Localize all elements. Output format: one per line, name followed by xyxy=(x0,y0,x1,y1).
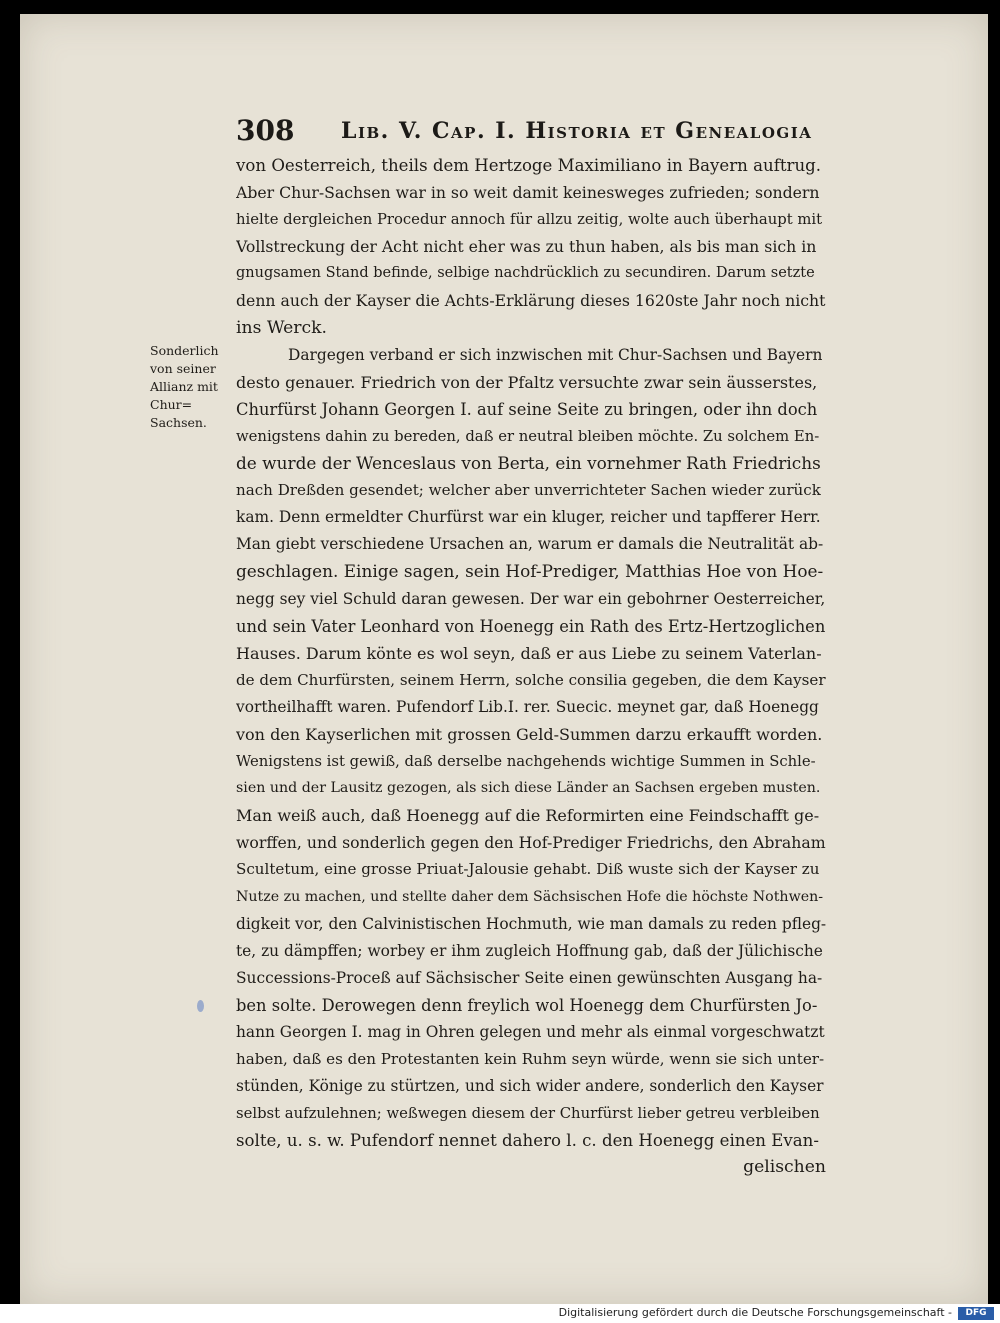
footer-credit: Digitalisierung gefördert durch die Deutsche Forschungsgemeinschaft - xyxy=(558,1306,952,1319)
catchword: gelischen xyxy=(743,1157,826,1178)
margin-note-line: Chur= xyxy=(150,397,193,412)
text-line: nach Dreßden gesendet; welcher aber unverrichteter Sachen wieder zurück xyxy=(236,481,821,500)
text-line: Man weiß auch, daß Hoenegg auf die Reformirten eine Feindschafft ge- xyxy=(236,806,820,826)
text-line: Scultetum, eine grosse Priuat-Jalousie gehabt. Diß wuste sich der Kayser zu xyxy=(236,860,820,879)
text-line: vortheilhafft waren. Pufendorf Lib.I. rer. Suecic. meynet gar, daß Hoenegg xyxy=(236,697,819,716)
text-line: Man giebt verschiedene Ursachen an, warum er damals die Neutralität ab- xyxy=(236,535,824,554)
page-header xyxy=(236,114,826,146)
paper-stain xyxy=(197,1000,204,1012)
margin-note-line: Sachsen. xyxy=(150,415,207,430)
text-line: geschlagen. Einige sagen, sein Hof-Prediger, Matthias Hoe von Hoe- xyxy=(236,561,824,582)
text-line: gnugsamen Stand befinde, selbige nachdrücklich zu secundiren. Darum setzte xyxy=(236,265,815,282)
body-text xyxy=(236,152,826,1182)
text-line: solte, u. s. w. Pufendorf nennet dahero l. c. den Hoenegg einen Evan- xyxy=(236,1131,819,1151)
text-line: Aber Chur-Sachsen war in so weit damit keinesweges zufrieden; sondern xyxy=(236,183,820,203)
text-line: worffen, und sonderlich gegen den Hof-Prediger Friedrichs, den Abraham xyxy=(236,833,826,853)
text-line: sien und der Lausitz gezogen, als sich diese Länder an Sachsen ergeben musten. xyxy=(236,780,821,797)
dfg-logo: DFG xyxy=(958,1307,994,1320)
text-line: te, zu dämpffen; worbey er ihm zugleich Hoffnung gab, daß der Jülichische xyxy=(236,941,823,960)
text-line: negg sey viel Schuld daran gewesen. Der war ein gebohrner Oesterreicher, xyxy=(236,589,826,608)
text-line: und sein Vater Leonhard von Hoenegg ein Rath des Ertz-Hertzoglichen xyxy=(236,616,826,636)
text-line: Successions-Proceß auf Sächsischer Seite einen gewünschten Ausgang ha- xyxy=(236,968,823,987)
margin-note-line: Sonderlich xyxy=(150,343,219,358)
margin-note-line: von seiner xyxy=(150,361,216,376)
footer-bar xyxy=(0,1304,1000,1323)
text-line: Wenigstens ist gewiß, daß derselbe nachgehends wichtige Summen in Schle- xyxy=(236,753,816,771)
margin-note-line: Allianz mit xyxy=(150,379,218,394)
text-line: de wurde der Wenceslaus von Berta, ein vornehmer Rath Friedrichs xyxy=(236,453,821,474)
text-line: Dargegen verband er sich inzwischen mit Chur-Sachsen und Bayern xyxy=(288,345,823,364)
text-line: haben, daß es den Protestanten kein Ruhm seyn würde, wenn sie sich unter- xyxy=(236,1050,825,1069)
text-line: Vollstreckung der Acht nicht eher was zu thun haben, als bis man sich in xyxy=(236,237,817,257)
text-line: Churfürst Johann Georgen I. auf seine Seite zu bringen, oder ihn doch xyxy=(236,399,818,419)
text-line: digkeit vor, den Calvinistischen Hochmuth, wie man damals zu reden pfleg- xyxy=(236,914,826,933)
text-line: selbst aufzulehnen; weßwegen diesem der Churfürst lieber getreu verbleiben xyxy=(236,1105,820,1123)
text-line: ben solte. Derowegen denn freylich wol Hoenegg dem Churfürsten Jo- xyxy=(236,995,818,1015)
text-line: ins Werck. xyxy=(236,317,328,338)
text-line: stünden, Könige zu stürtzen, und sich wider andere, sonderlich den Kayser xyxy=(236,1077,824,1096)
text-line: Nutze zu machen, und stellte daher dem Sächsischen Hofe die höchste Nothwen- xyxy=(236,888,824,905)
text-line: hann Georgen I. mag in Ohren gelegen und mehr als einmal vorgeschwatzt xyxy=(236,1023,825,1041)
text-line: de dem Churfürsten, seinem Herrn, solche consilia gegeben, die dem Kayser xyxy=(236,670,826,689)
text-line: von Oesterreich, theils dem Hertzoge Maximiliano in Bayern auftrug. xyxy=(236,156,822,175)
running-title: Lib. V. Cap. I. Historia et Genealogia xyxy=(341,118,813,144)
text-line: desto genauer. Friedrich von der Pfaltz versuchte zwar sein äusserstes, xyxy=(236,372,818,392)
text-line: von den Kayserlichen mit grossen Geld-Summen darzu erkaufft worden. xyxy=(236,724,823,744)
page-number: 308 xyxy=(236,114,295,147)
text-line: hielte dergleichen Procedur annoch für allzu zeitig, wolte auch überhaupt mit xyxy=(236,211,823,229)
text-line: denn auch der Kayser die Achts-Erklärung dieses 1620ste Jahr noch nicht xyxy=(236,291,826,311)
margin-note xyxy=(150,342,238,432)
text-line: kam. Denn ermeldter Churfürst war ein kluger, reicher und tapfferer Herr. xyxy=(236,508,821,527)
text-line: wenigstens dahin zu bereden, daß er neutral bleiben möchte. Zu solchem En- xyxy=(236,427,820,445)
text-line: Hauses. Darum könte es wol seyn, daß er aus Liebe zu seinem Vaterlan- xyxy=(236,643,822,663)
